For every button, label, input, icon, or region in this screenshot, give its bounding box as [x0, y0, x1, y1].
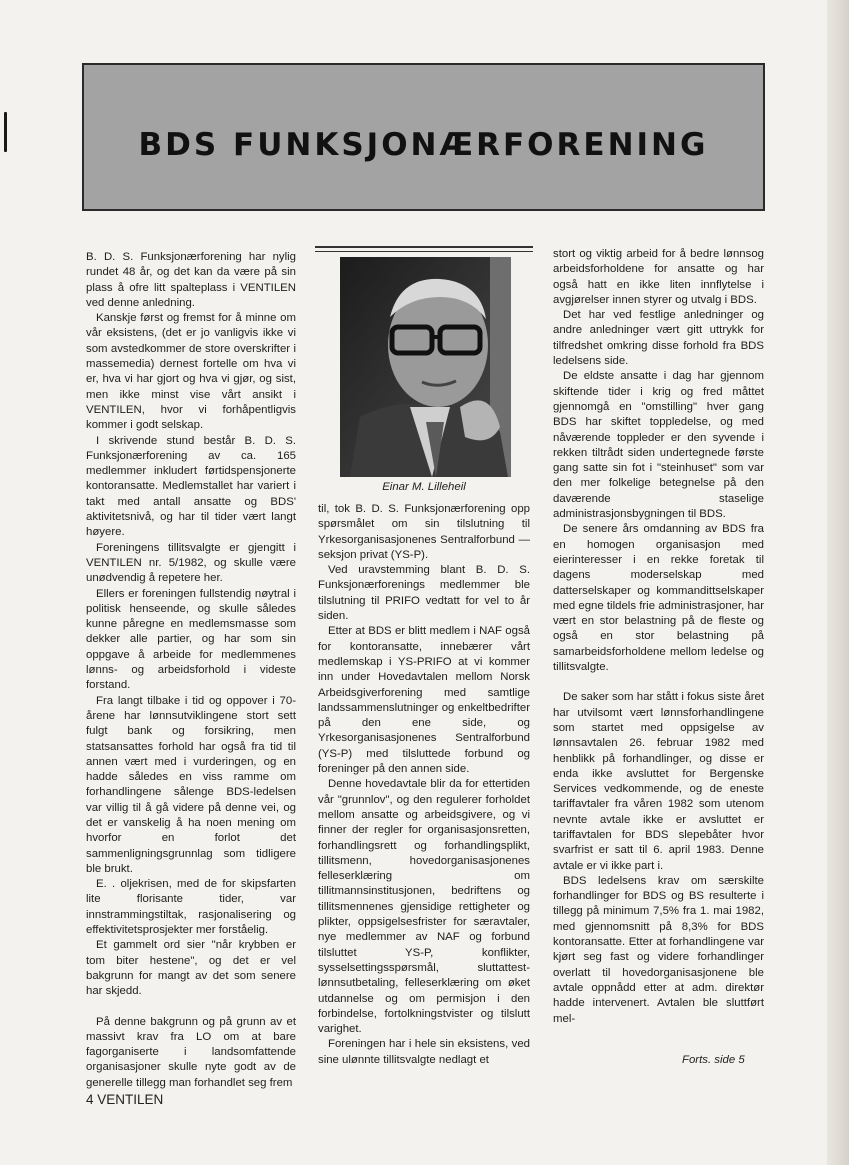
photo-caption: Einar M. Lilleheil: [382, 481, 466, 493]
paragraph: De senere års omdanning av BDS fra en homogen organisasjon med eierinteresser i en rekke foretak til dagens moderselskap med datterselskaper og kommandittselskaper med egne tildels frie administrasjoner, har vært en stor belastning på de fleste og også en stor belastning på samarbeidsforholdene mellom ledelse og tillitsvalgte.: [553, 523, 764, 674]
text-column-3: [553, 247, 764, 1027]
portrait-photo: [340, 257, 511, 477]
continued-note: Forts. side 5: [682, 1054, 745, 1066]
text-column-2: [318, 502, 530, 1068]
paragraph: De eldste ansatte i dag har gjennom skiftende tider i krig og fred måttet gjennomgå en "omstilling" hver gang BDS har skiftet toppledelse, og med nåværende toppleder er den syvende i rekken tiltrådt siden undertegnede første gang satte sin fot i "steinhuset" som var den mer folkelige betegnelse på den daværende staselige administrasjonsbygningen til BDS.: [553, 370, 764, 521]
page-footer: 4 VENTILEN: [86, 1092, 164, 1107]
paragraph: De saker som har stått i fokus siste året har utvilsomt vært lønnsforhandlingene som startet med oppsigelse av lønnsavtalen 26. februar 1982 med henblikk på forhandlinger, og disse er enda ikke avsluttet for Bergenske Services vedkommende, og de eneste tariffavtaler fra våren 1982 som utenom nevnte avtale ikke er avsluttet er tariffavtalen for BDS slepebåter hvor svarfrist er satt til 6. april 1983. Denne avtale er vi ikke part i.: [553, 691, 764, 872]
paragraph: stort og viktig arbeid for å bedre lønnsog arbeidsforholdene for ansatte og har også hatt en ikke liten innflytelse i avgjørelser innen styrer og utvalg i BDS.: [553, 248, 764, 306]
paragraph: E. . oljekrisen, med de for skipsfarten lite florisante tider, var innstrammingstiltak, rasjonalisering og effektivitetsprosjekter mer forståelig.: [86, 878, 296, 937]
article-title: BDS FUNKSJONÆRFORENING: [138, 127, 709, 163]
paragraph: Ellers er foreningen fullstendig nøytral i politisk henseende, og skulle således kunne påregne en medlemsmasse som dekker alle partier, og har som sin oppgave å arbeide for medlemmenes lønns- og arbeidsforhold i videste forstand.: [86, 587, 296, 692]
paragraph: Foreningens tillitsvalgte er gjengitt i VENTILEN nr. 5/1982, og skulle være unødvendig å repetere her.: [86, 541, 296, 585]
text-column-1: [86, 250, 296, 1091]
paragraph: Et gammelt ord sier "når krybben er tom biter hestene", og det er vel bakgrunn for mangt av det som senere har skjedd.: [86, 939, 296, 998]
binding-mark: [4, 112, 7, 152]
paragraph: På denne bakgrunn og på grunn av et massivt krav fra LO om at bare fagorganiserte i landsomfattende organisasjoner skulle nyte godt av de generelle tillegg man forhandlet seg frem: [86, 1015, 296, 1089]
page-edge-shadow: [827, 0, 849, 1165]
photo-top-rule: [315, 246, 533, 252]
paragraph: Det har ved festlige anledninger og andre anledninger vært gitt uttrykk for tilfredshet omkring disse forhold fra BDS ledelsens side.: [553, 309, 764, 368]
paragraph: BDS ledelsens krav om særskilte forhandlinger for BDS og BS resulterte i tillegg på minimum 7,5% fra 1. mai 1982, med gjennomsnitt på 8,3% for BDS kontoransatte. Etter at forhandlingene var kjørt seg fast og videre forhandlinger overlatt til hovedorganisasjonene ble avtale oppnådd etter at adm. direktør hadde intervenert. Avtalen ble sluttført mel-: [553, 874, 764, 1025]
paragraph: Kanskje først og fremst for å minne om vår eksistens, (det er jo vanligvis ikke vi som avstedkommer de store overskrifter i massemedia) dernest fortelle om hva vi er, hva vi har gjort og hva vi gjør, og sist, men ikke minst vise vårt ansikt i VENTILEN, hvor vi forhåpentligvis kommer i godt selskap.: [86, 312, 296, 432]
paragraph: B. D. S. Funksjonærforening har nylig rundet 48 år, og det kan da være på sin plass å ofre litt spalteplass i VENTILEN ved denne anledning.: [86, 251, 296, 309]
paragraph: I skrivende stund består B. D. S. Funksjonærforening av ca. 165 medlemmer inkludert førtidspensjonerte kontoransatte. Medlemstallet har variert i takt med antall ansatte og BDS' aktivitetsnivå, og har til tider vært langt høyere.: [86, 434, 296, 539]
paragraph: Ved uravstemming blant B. D. S. Funksjonærforenings medlemmer ble tilslutning til PRIFO vedtatt for vel to år siden.: [318, 564, 530, 623]
paragraph: til, tok B. D. S. Funksjonærforening opp spørsmålet om sin tilslutning til Yrkesorganisasjonenes Sentralforbund — seksjon privat (YS-P).: [318, 503, 530, 561]
portrait-image: [340, 257, 511, 477]
paragraph: Etter at BDS er blitt medlem i NAF også for kontoransatte, innebærer vårt medlemskap i YS-PRIFO at vi kommer inn under Hovedavtalen mellom Norsk Arbeidsgiverforening med samtlige landssammenslutninger og enkeltbedrifter på den ene side, og Yrkesorganisasjonenes Sentralforbund (YS-P) med tilsluttede forbund og foreninger på den annen side.: [318, 625, 530, 776]
paragraph: Foreningen har i hele sin eksistens, ved sine ulønnte tillitsvalgte nedlagt et: [318, 1038, 530, 1066]
paragraph: Fra langt tilbake i tid og oppover i 70-årene har lønnsutviklingene stort sett fulgt bank og forsikring, men statsansattes forhold har også fra tid til annen vært med i vurderingen, og en hadde således en viss ramme om forhandlingene sålenge BDS-ledelsen var villig til å gå videre på denne vei, og det er vanskelig å ha noen mening om hvorfor en forlot det sammenligningsgrunnlag som tidligere ble brukt.: [86, 694, 296, 875]
paragraph: Denne hovedavtale blir da for ettertiden vår "grunnlov", og den regulerer forholdet mellom ansatte og arbeidsgivere, og vi finner der regler for organisasjonsretten, forhandlingsrett og forhandlingsplikt, tillitsmenn, hovedorganisasjonenes felleserklæring om tillitmannsinstitusjonen, bedriftens og tillitsmennenes gjensidige rettigheter og plikter, oppsigelsesfrister for særavtaler, nye medlemmer av NAF og forbund tilsluttet YS-P, konflikter, sysselsettingsspørsmål, sluttattest-lønnsutbetaling, felleserklæring om øket utdannelse og om permisjon i den forbindelse, fortolkningstvister og tilslutt varighet.: [318, 778, 530, 1036]
